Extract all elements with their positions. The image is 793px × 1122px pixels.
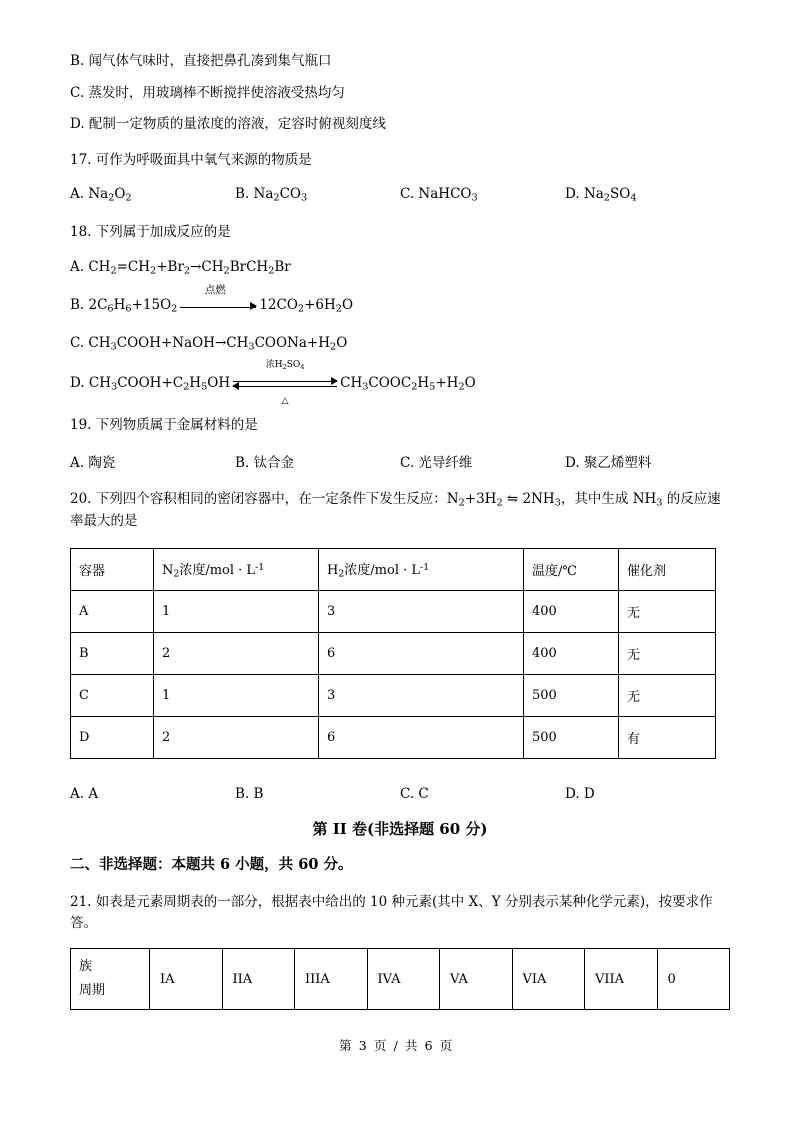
esterification-arrow-icon — [233, 359, 337, 406]
header-h2-concentration: $H_2$浓度$/mol \cdot L^{-1}$ — [319, 549, 524, 591]
q18-option-a — [70, 259, 730, 277]
q17-option-b: B. $Na_2CO_3$ — [235, 186, 308, 205]
reaction-conditions-table — [70, 548, 716, 759]
cell-temp: 500 — [524, 675, 619, 717]
group-ia: IA — [150, 948, 223, 1009]
q17-options — [70, 186, 730, 204]
q18-option-c-text: C. $CH_3COOH+NaOH\to CH_3COONa+H_2O$ — [70, 334, 348, 353]
corner-label-group: 族 — [79, 958, 93, 974]
arrow-label-heat: △ — [281, 395, 289, 406]
q17-option-a: A. $Na_2O_2$ — [70, 186, 132, 205]
q16-option-d: D. 配制一定物质的量浓度的溶液，定容时俯视刻度线 — [70, 116, 386, 132]
cell-catalyst: 无 — [619, 633, 716, 675]
cell-n2: 1 — [154, 591, 319, 633]
q17-option-d: D. $Na_2SO_4$ — [565, 186, 637, 205]
cell-h2: 3 — [319, 675, 524, 717]
page-content — [70, 55, 730, 1010]
cell-catalyst: 无 — [619, 591, 716, 633]
group-zero: 0 — [657, 948, 730, 1009]
q18-option-d — [70, 359, 730, 406]
cell-container: B — [71, 633, 154, 675]
table-row — [71, 717, 716, 759]
q20-answer-options — [70, 786, 730, 802]
cell-n2: 1 — [154, 675, 319, 717]
cell-catalyst: 无 — [619, 675, 716, 717]
q18-stem: 18. 下列属于加成反应的是 — [70, 224, 231, 241]
periodic-table-fragment — [70, 948, 730, 1010]
cell-n2: 2 — [154, 633, 319, 675]
q20-option-d: D. D — [565, 786, 595, 803]
table-row — [71, 633, 716, 675]
q20-option-b: B. B — [235, 786, 264, 803]
q20-option-a: A. A — [70, 786, 99, 803]
q19-stem: 19. 下列物质属于金属材料的是 — [70, 416, 258, 433]
group-iva: IVA — [367, 948, 440, 1009]
group-iiia: IIIA — [295, 948, 368, 1009]
q21-stem — [70, 892, 730, 934]
periodic-corner-cell — [71, 948, 150, 1009]
q18-option-d-right: $CH_3COOC_2H_5+H_2O$ — [340, 374, 476, 393]
q20-stem: 20. 下列四个容积相同的密闭容器中，在一定条件下发生反应：$N_2+3H_2$ ⇋ $2NH_3$，其中生成 $NH_3$ 的反应速 率最大的是 — [70, 491, 721, 530]
cell-container: A — [71, 591, 154, 633]
cell-n2: 2 — [154, 717, 319, 759]
cell-h2: 6 — [319, 717, 524, 759]
q18-option-a-text: A. $CH_2=CH_2+Br_2\to CH_2BrCH_2Br$ — [70, 259, 291, 277]
table-row — [71, 591, 716, 633]
arrow-shaft-lower — [233, 386, 337, 387]
group-via: VIA — [512, 948, 585, 1009]
arrow-shaft-upper — [233, 381, 337, 382]
cell-temp: 400 — [524, 633, 619, 675]
header-n2-concentration: $N_2$浓度$/mol \cdot L^{-1}$ — [154, 549, 319, 591]
q19-options — [70, 451, 730, 471]
cell-h2: 3 — [319, 591, 524, 633]
arrow-label-ignite: 点燃 — [204, 283, 226, 296]
arrow-head-right — [331, 377, 338, 385]
group-va: VA — [440, 948, 513, 1009]
cell-temp: 400 — [524, 591, 619, 633]
q18-option-d-left: D. $CH_3COOH+C_2H_5OH$ — [70, 374, 231, 393]
arrow-head — [250, 302, 257, 310]
header-temperature: 温度/℃ — [524, 549, 619, 591]
q19-option-c: C. 光导纤维 — [400, 455, 473, 472]
q21-stem-line1: 21. 如表是元素周期表的一部分，根据表中给出的 10 种元素(其中 X、Y 分别表示某种化学元素)，按要求作 — [70, 894, 713, 911]
table-header-row — [71, 549, 716, 591]
q19-option-d: D. 聚乙烯塑料 — [565, 455, 652, 472]
arrow-head-left — [232, 382, 239, 390]
group-iia: IIA — [222, 948, 295, 1009]
q19-option-b: B. 钛合金 — [235, 455, 295, 472]
page-footer: 第 3 页 / 共 6 页 — [339, 1038, 454, 1053]
q18-option-c — [70, 335, 730, 353]
q21-stem-line2: 答。 — [70, 915, 97, 932]
group-viia: VIIA — [585, 948, 658, 1009]
arrow-shaft — [180, 307, 256, 308]
q17-stem: 17. 可作为呼吸面具中氧气来源的物质是 — [70, 151, 312, 168]
arrow-label-sulfuric-acid: 浓$H_2SO_4$ — [265, 359, 305, 371]
header-container: 容器 — [71, 549, 154, 591]
periodic-header-row — [71, 948, 730, 1009]
header-catalyst: 催化剂 — [619, 549, 716, 591]
cell-catalyst: 有 — [619, 717, 716, 759]
part-two-heading: 第 II 卷(非选择题 60 分) — [312, 820, 488, 839]
combustion-arrow-icon — [180, 283, 256, 316]
cell-temp: 500 — [524, 717, 619, 759]
cell-h2: 6 — [319, 633, 524, 675]
q18-option-b-right: $12CO_2+6H_2O$ — [259, 296, 354, 315]
q20-option-c: C. C — [400, 786, 429, 803]
section-two-heading: 二、非选择题：本题共 6 小题，共 60 分。 — [70, 856, 353, 874]
q18-option-b-left: B. $2C_6H_6+15O_2$ — [70, 296, 178, 315]
q19-option-a: A. 陶瓷 — [70, 455, 116, 472]
table-row — [71, 675, 716, 717]
q18-option-b — [70, 283, 730, 316]
q16-option-c: C. 蒸发时，用玻璃棒不断搅拌使溶液受热均匀 — [70, 84, 345, 101]
cell-container: D — [71, 717, 154, 759]
q17-option-c: C. NaHCO$_3$ — [400, 186, 478, 205]
corner-label-period: 周期 — [79, 983, 106, 999]
cell-container: C — [71, 675, 154, 717]
q16-option-b: B. 闻气体气味时，直接把鼻孔凑到集气瓶口 — [70, 53, 332, 69]
